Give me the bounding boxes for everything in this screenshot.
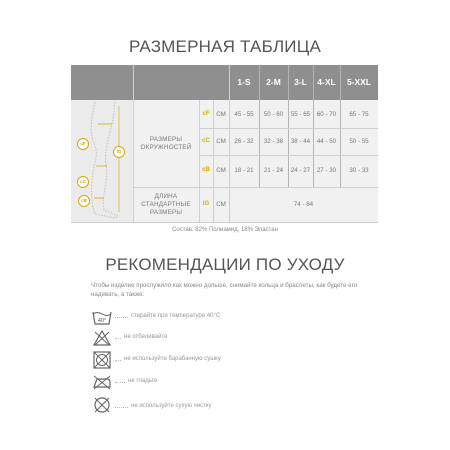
row-code-lg: lG [202, 201, 210, 207]
marker-cf: cF [77, 138, 89, 150]
care-text-bleach: не отбеливайте [124, 334, 168, 340]
unit-cell: СМ [216, 201, 226, 208]
value-cell: 27 - 30 [316, 167, 337, 174]
length-value-cell: 74 - 84 [293, 201, 314, 208]
composition-text: Состав: 82% Полиамид, 18% Эластан [172, 227, 278, 233]
value-cell: 55 - 65 [290, 111, 311, 118]
value-cell: 32 - 38 [263, 138, 284, 145]
unit-cell: СМ [216, 138, 226, 145]
wash-temp-label: 40° [97, 318, 107, 324]
care-dotted-leader [115, 338, 121, 339]
unit-cell: СМ [216, 111, 226, 118]
wash-40-icon [92, 310, 112, 326]
value-cell: 60 - 70 [316, 111, 337, 118]
grid-line [133, 65, 134, 222]
value-cell: 26 - 32 [234, 138, 254, 145]
size-header-5: 5-XXL [346, 77, 372, 87]
marker-cb: cB [78, 195, 90, 207]
value-cell: 21 - 24 [263, 167, 284, 174]
row-code-cb: cB [202, 167, 210, 173]
size-table-title: РАЗМЕРНАЯ ТАБЛИЦА [128, 37, 322, 56]
unit-cell: СМ [216, 167, 226, 174]
size-header-2: 2-M [266, 77, 281, 87]
value-cell: 65 - 75 [349, 111, 369, 118]
value-cell: 50 - 55 [349, 138, 369, 145]
value-cell: 18 - 21 [234, 167, 254, 174]
value-cell: 30 - 33 [349, 167, 369, 174]
care-intro: Чтобы изделие прослужило как можно дольше, снимайте кольца и браслеты, как будете его надевать, а также: [91, 282, 358, 298]
grid-line [133, 187, 378, 188]
length-label: ДЛИНА СТАНДАРТНЫЕ РАЗМЕРЫ [141, 193, 191, 216]
no-dry-clean-icon [93, 396, 111, 414]
value-cell: 44 - 50 [316, 138, 337, 145]
row-code-cc: cC [202, 138, 210, 144]
grid-line [199, 128, 378, 129]
care-dotted-leader [115, 360, 121, 361]
care-title: РЕКОМЕНДАЦИИ ПО УХОДУ [105, 255, 345, 274]
no-tumble-dry-icon [93, 351, 111, 369]
care-dotted-leader [115, 407, 128, 408]
value-cell: 45 - 55 [234, 111, 254, 118]
value-cell: 24 - 27 [290, 167, 311, 174]
no-bleach-icon [93, 330, 111, 346]
size-header-3: 3-L [294, 77, 307, 87]
circumference-label: РАЗМЕРЫ ОКРУЖНОСТЕЙ [140, 136, 192, 151]
size-header-1: 1-S [237, 77, 251, 87]
marker-cc: cC [77, 176, 89, 188]
care-text-iron: не гладьте [128, 378, 158, 384]
row-code-cf: cF [202, 111, 210, 117]
value-cell: 50 - 60 [263, 111, 284, 118]
care-text-tumble: не используйте барабанную сушку [124, 356, 221, 362]
care-text-wash: стирайте при температуре 40°С [131, 313, 221, 319]
grid-line [199, 155, 378, 156]
care-dotted-leader [115, 317, 128, 318]
size-header-4: 4-XL [317, 77, 336, 87]
care-dotted-leader [115, 382, 125, 383]
value-cell: 38 - 44 [290, 138, 311, 145]
marker-lg: lG [113, 146, 125, 158]
care-text-dryclean: не используйте сухую чистку [131, 403, 212, 409]
grid-line [71, 222, 378, 223]
no-iron-icon [92, 374, 112, 390]
